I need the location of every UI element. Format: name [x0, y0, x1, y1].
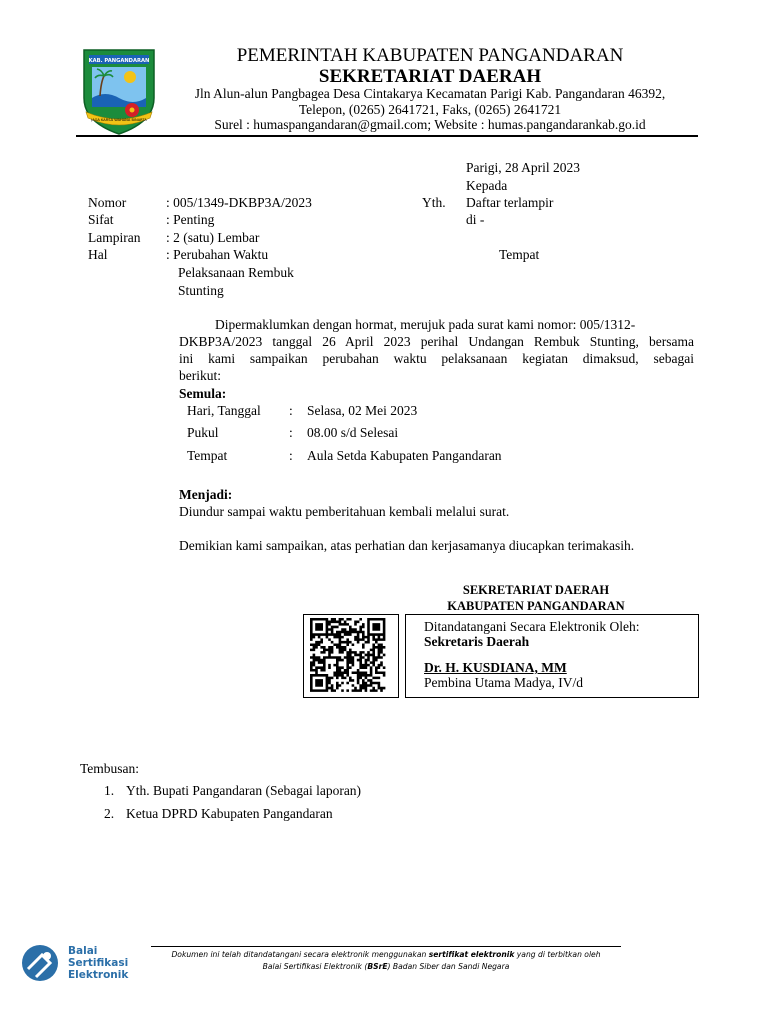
footer-divider	[151, 946, 621, 947]
header-phone: Telepon, (0265) 2641721, Faks, (0265) 2641721	[298, 102, 562, 117]
menjadi-title: Menjadi:	[179, 487, 233, 502]
footer-line-1-a: Dokumen ini telah ditandatangani secara elektronik menggunakan	[171, 950, 429, 959]
bsre-name-line-3: Elektronik	[68, 969, 129, 981]
footer-line-2	[151, 962, 621, 971]
header-divider	[76, 135, 698, 137]
kabupaten-crest-icon	[80, 46, 158, 136]
header-government: PEMERINTAH KABUPATEN PANGANDARAN	[236, 45, 624, 66]
footer-line-2-a: Balai Sertifikasi Elektronik (	[262, 962, 368, 971]
tembusan-item-2-text: Ketua DPRD Kabupaten Pangandaran	[126, 806, 333, 821]
signature-org-line-2: KABUPATEN PANGANDARAN	[447, 599, 625, 613]
semula-label-tempat: Tempat	[187, 448, 228, 463]
recipient-yth: Yth.	[422, 195, 446, 210]
bsre-logo-icon	[20, 943, 64, 983]
signature-org-line-1: SEKRETARIAT DAERAH	[462, 583, 610, 597]
kabupaten-logo	[80, 46, 158, 136]
meta-value-hal: : Perubahan Waktu	[166, 247, 269, 262]
footer-line-2-c: ) Badan Siber dan Sandi Negara	[387, 962, 510, 971]
semula-title: Semula:	[179, 386, 227, 401]
body-intro-line-2: DKBP3A/2023 tanggal 26 April 2023 perihal Undangan Rembuk Stunting, bersama	[179, 334, 694, 349]
meta-label-sifat: Sifat	[88, 212, 114, 227]
footer-line-1-b: sertifikat elektronik	[428, 950, 515, 959]
semula-sep-tempat: :	[289, 448, 293, 463]
footer-line-1-c: yang di terbitkan oleh	[514, 950, 601, 959]
qr-code	[303, 614, 399, 698]
signature-signed-by: Ditandatangani Secara Elektronik Oleh:	[424, 619, 640, 634]
footer-line-1	[151, 950, 621, 959]
body-intro-line-3: ini kami sampaikan perubahan waktu pelaksanaan kegiatan dimaksud, sebagai	[179, 351, 694, 366]
body-intro-line-1: Dipermaklumkan dengan hormat, merujuk pada surat kami nomor: 005/1312-	[215, 317, 636, 332]
meta-label-hal: Hal	[88, 247, 108, 262]
semula-sep-hari: :	[289, 403, 293, 418]
semula-label-pukul: Pukul	[187, 425, 219, 440]
recipient-tempat: Tempat	[499, 247, 540, 262]
qr-code-icon	[304, 615, 398, 697]
header-email-website: Surel : humaspangandaran@gmail.com; Website : humas.pangandarankab.go.id	[214, 117, 646, 132]
letter-date: Parigi, 28 April 2023	[466, 160, 580, 175]
signature-name: Dr. H. KUSDIANA, MM	[424, 660, 567, 675]
meta-hal-cont-2: Stunting	[178, 283, 224, 298]
semula-value-tempat: Aula Setda Kabupaten Pangandaran	[307, 448, 502, 463]
closing-text: Demikian kami sampaikan, atas perhatian dan kerjasamanya diucapkan terimakasih.	[179, 538, 635, 553]
meta-label-nomor: Nomor	[88, 195, 127, 210]
semula-sep-pukul: :	[289, 425, 293, 440]
semula-value-pukul: 08.00 s/d Selesai	[307, 425, 399, 440]
tembusan-item-1-text: Yth. Bupati Pangandaran (Sebagai laporan)	[126, 783, 362, 798]
tembusan-item-2-num: 2.	[104, 806, 115, 821]
recipient-di: di -	[466, 212, 485, 227]
bsre-logo	[20, 943, 64, 983]
signature-position: Sekretaris Daerah	[424, 634, 530, 649]
menjadi-text: Diundur sampai waktu pemberitahuan kembali melalui surat.	[179, 504, 510, 519]
meta-label-lampiran: Lampiran	[88, 230, 141, 245]
bsre-name	[68, 945, 128, 981]
footer-line-2-b: BSrE	[367, 962, 388, 971]
bsre-name-line-2: Sertifikasi	[68, 957, 129, 969]
header-office: SEKRETARIAT DAERAH	[318, 66, 542, 87]
signature-rank: Pembina Utama Madya, IV/d	[424, 675, 583, 690]
recipient-name: Daftar terlampir	[466, 195, 554, 210]
meta-hal-cont-1: Pelaksanaan Rembuk	[178, 265, 294, 280]
qr-modules	[310, 618, 385, 692]
signature-box	[405, 614, 699, 698]
bsre-name-line-1: Balai	[68, 945, 98, 957]
semula-label-hari: Hari, Tanggal	[187, 403, 261, 418]
recipient-kepada: Kepada	[466, 178, 508, 193]
semula-value-hari: Selasa, 02 Mei 2023	[307, 403, 418, 418]
body-intro-line-4: berikut:	[179, 368, 221, 383]
meta-value-lampiran: : 2 (satu) Lembar	[166, 230, 260, 245]
logo-band-text: KAB. PANGANDARAN	[88, 58, 150, 64]
tembusan-item-1-num: 1.	[104, 783, 115, 798]
tembusan-title: Tembusan:	[80, 761, 140, 776]
logo-ribbon-text: JAGA KARSA WAHANA BINARTA	[91, 118, 147, 122]
header-address: Jln Alun-alun Pangbagea Desa Cintakarya Kecamatan Parigi Kab. Pangandaran 46392,	[194, 86, 666, 101]
meta-value-sifat: : Penting	[166, 212, 215, 227]
meta-value-nomor: : 005/1349-DKBP3A/2023	[166, 195, 312, 210]
